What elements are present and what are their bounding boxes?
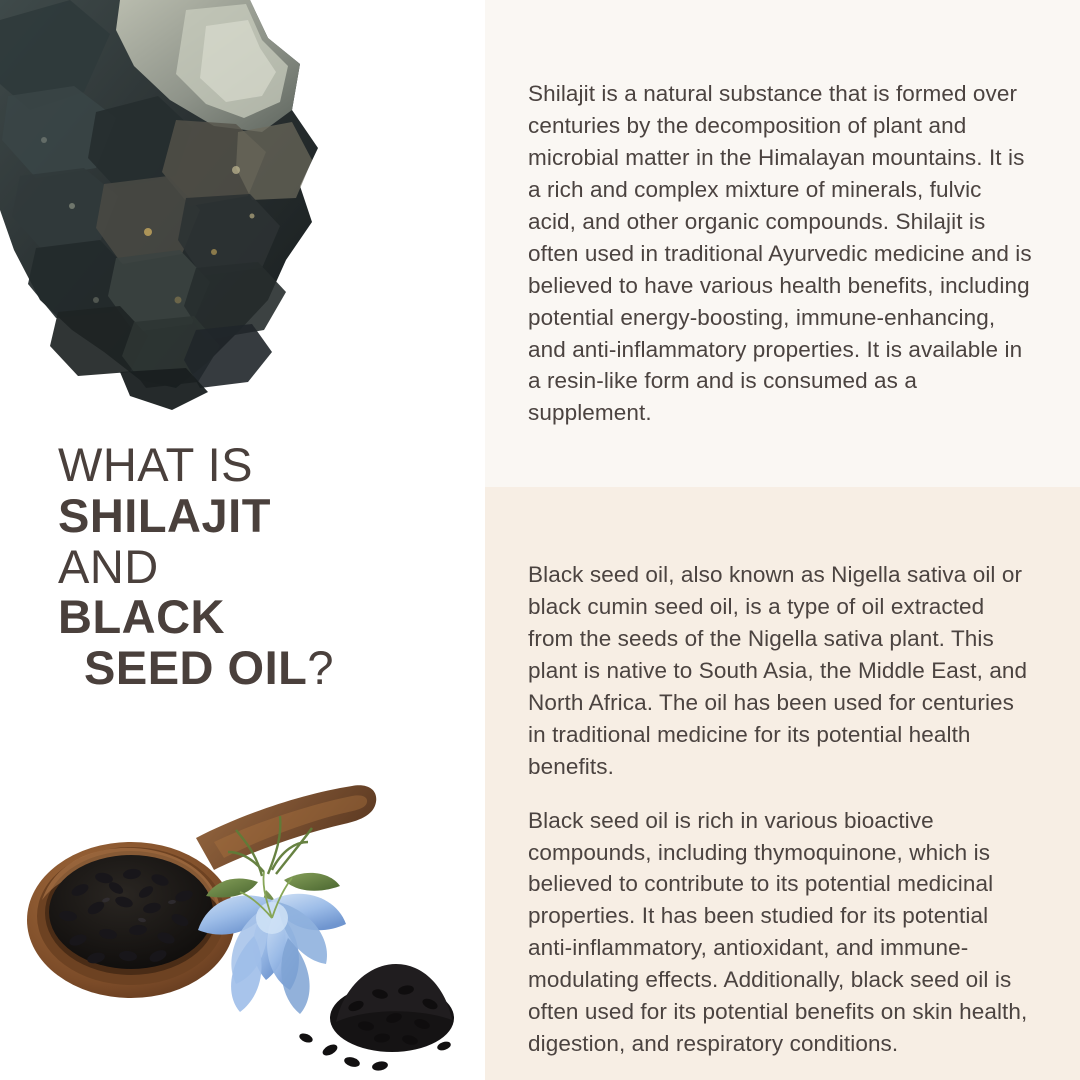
- shilajit-text-panel: [485, 0, 1080, 487]
- title-question-mark: ?: [307, 641, 335, 694]
- spoon-seeds-flower-image: [0, 750, 485, 1080]
- title-line-3: AND: [58, 539, 159, 593]
- left-column: [0, 0, 485, 1080]
- title-line-1: WHAT IS: [58, 438, 253, 491]
- shilajit-rock-image: [0, 0, 360, 420]
- black-seed-oil-paragraph-2: Black seed oil is rich in various bioactive compounds, including thymoquinone, which is believed to contribute to its potential medicinal properties. It has been studied for its potential anti-inflammatory, antioxidant, and immune-modulating effects. Additionally, black seed oil is often used for its potential benefits on skin health, digestion, and respiratory conditions.: [528, 807, 1028, 1057]
- right-column: [485, 0, 1080, 1080]
- black-seed-oil-text-panel: [485, 487, 1080, 1080]
- title-line-2: SHILAJIT: [58, 488, 271, 542]
- title-line-4: BLACK: [58, 590, 225, 644]
- page-title: [58, 440, 478, 694]
- shilajit-paragraph: Shilajit is a natural substance that is formed over centuries by the decomposition of plant and microbial matter in the Himalayan mountains. It is a rich and complex mixture of minerals, fulvic acid, and other organic compounds. Shilajit is often used in traditional Ayurvedic medicine and is believed to have various health benefits, including potential energy-boosting, immune-enhancing, and anti-inflammatory properties. It is available in a resin-like form and is consumed as a supplement.: [528, 81, 1032, 426]
- title-line-5: [58, 643, 478, 694]
- black-seed-oil-paragraph-1: Black seed oil, also known as Nigella sativa oil or black cumin seed oil, is a type of oil extracted from the seeds of the Nigella sativa plant. This plant is native to South Asia, the Middle East, and North Africa. The oil has been used for centuries in traditional medicine for its potential health benefits.: [528, 562, 1028, 779]
- title-line-5-text: SEED OIL: [84, 641, 308, 694]
